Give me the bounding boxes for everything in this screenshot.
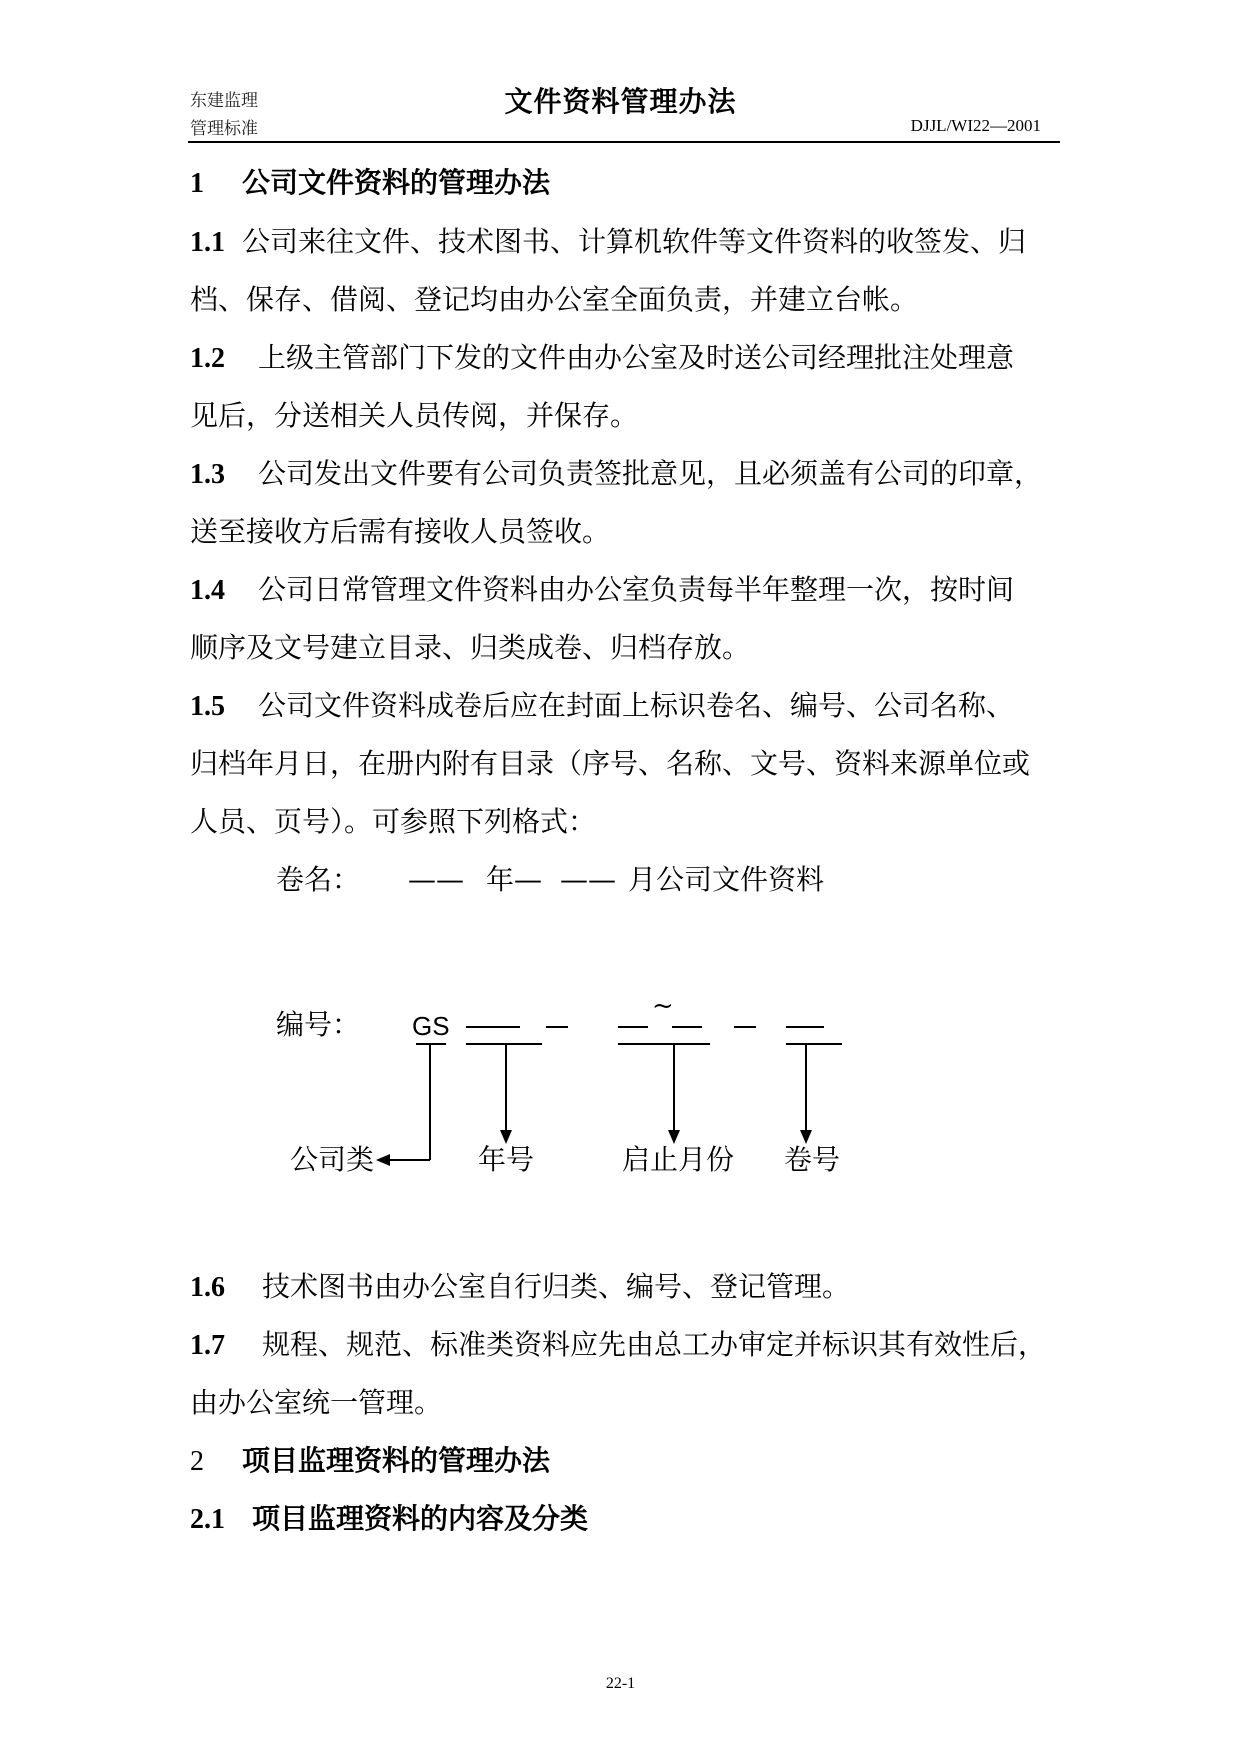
item-text: 档、保存、借阅、登记均由办公室全面负责，并建立台帐。 bbox=[190, 283, 919, 316]
paragraph-line bbox=[190, 1325, 1060, 1366]
code-prefix: GS bbox=[412, 1011, 450, 1041]
label-year: 年号 bbox=[478, 1143, 535, 1176]
section-title: 项目监理资料的管理办法 bbox=[242, 1444, 551, 1477]
item-number: 1.1 bbox=[190, 227, 225, 258]
arrowhead-left bbox=[376, 1154, 390, 1166]
item-text: 公司发出文件要有公司负责签批意见，且必须盖有公司的印章， bbox=[258, 457, 1043, 490]
item-number: 1.6 bbox=[190, 1272, 225, 1303]
document-title: 文件资料管理办法 bbox=[504, 85, 737, 118]
volume-name-dash: —— bbox=[408, 863, 464, 896]
item-text: 归档年月日，在册内附有目录（序号、名称、文号、资料来源单位或 bbox=[190, 747, 1031, 780]
label-company: 公司类 bbox=[290, 1143, 375, 1176]
item-text: 上级主管部门下发的文件由办公室及时送公司经理批注处理意 bbox=[258, 341, 1015, 374]
section-number: 2 bbox=[190, 1446, 204, 1477]
page-number: 22-1 bbox=[605, 1675, 636, 1692]
item-text: 公司来往文件、技术图书、计算机软件等文件资料的收签发、归 bbox=[242, 225, 1027, 258]
item-text: 送至接收方后需有接收人员签收。 bbox=[190, 515, 611, 548]
item-number: 1.5 bbox=[190, 691, 225, 722]
volume-name-suffix: 月公司文件资料 bbox=[628, 863, 825, 896]
section-heading bbox=[190, 1441, 1060, 1482]
item-text: 规程、规范、标准类资料应先由总工办审定并标识其有效性后， bbox=[262, 1328, 1047, 1361]
item-text: 技术图书由办公室自行归类、编号、登记管理。 bbox=[262, 1270, 851, 1303]
item-number: 1.4 bbox=[190, 575, 225, 606]
item-number: 1.2 bbox=[190, 343, 225, 374]
volume-name-year: 年— bbox=[486, 863, 543, 896]
item-text: 见后，分送相关人员传阅，并保存。 bbox=[190, 399, 639, 432]
header-org: 东建监理 bbox=[190, 91, 258, 111]
item-number: 1.3 bbox=[190, 459, 225, 490]
section-title: 公司文件资料的管理办法 bbox=[242, 166, 551, 199]
subsection-title: 项目监理资料的内容及分类 bbox=[252, 1502, 589, 1535]
item-text: 由办公室统一管理。 bbox=[190, 1386, 443, 1419]
label-months: 启止月份 bbox=[622, 1143, 735, 1176]
header-category: 管理标准 bbox=[190, 119, 258, 139]
item-number: 1.7 bbox=[190, 1330, 225, 1361]
volume-name-dash: —— bbox=[560, 863, 616, 896]
subsection-number: 2.1 bbox=[190, 1504, 225, 1535]
label-volume: 卷号 bbox=[784, 1143, 841, 1176]
item-text: 人员、页号）。可参照下列格式： bbox=[190, 805, 597, 838]
paragraph-line bbox=[190, 1383, 1060, 1423]
paragraph-line bbox=[190, 1267, 1060, 1308]
item-text: 顺序及文号建立目录、归类成卷、归档存放。 bbox=[190, 631, 751, 664]
item-text: 公司文件资料成卷后应在封面上标识卷名、编号、公司名称、 bbox=[258, 689, 1015, 722]
number-label: 编号： bbox=[276, 1008, 361, 1041]
volume-name-label: 卷名： bbox=[276, 863, 361, 896]
section-number: 1 bbox=[190, 168, 204, 199]
document-code: DJJL/WI22—2001 bbox=[910, 116, 1041, 135]
subsection-heading bbox=[190, 1499, 1060, 1540]
item-text: 公司日常管理文件资料由办公室负责每半年整理一次，按时间 bbox=[258, 573, 1015, 606]
tilde-symbol: ~ bbox=[652, 991, 674, 1021]
